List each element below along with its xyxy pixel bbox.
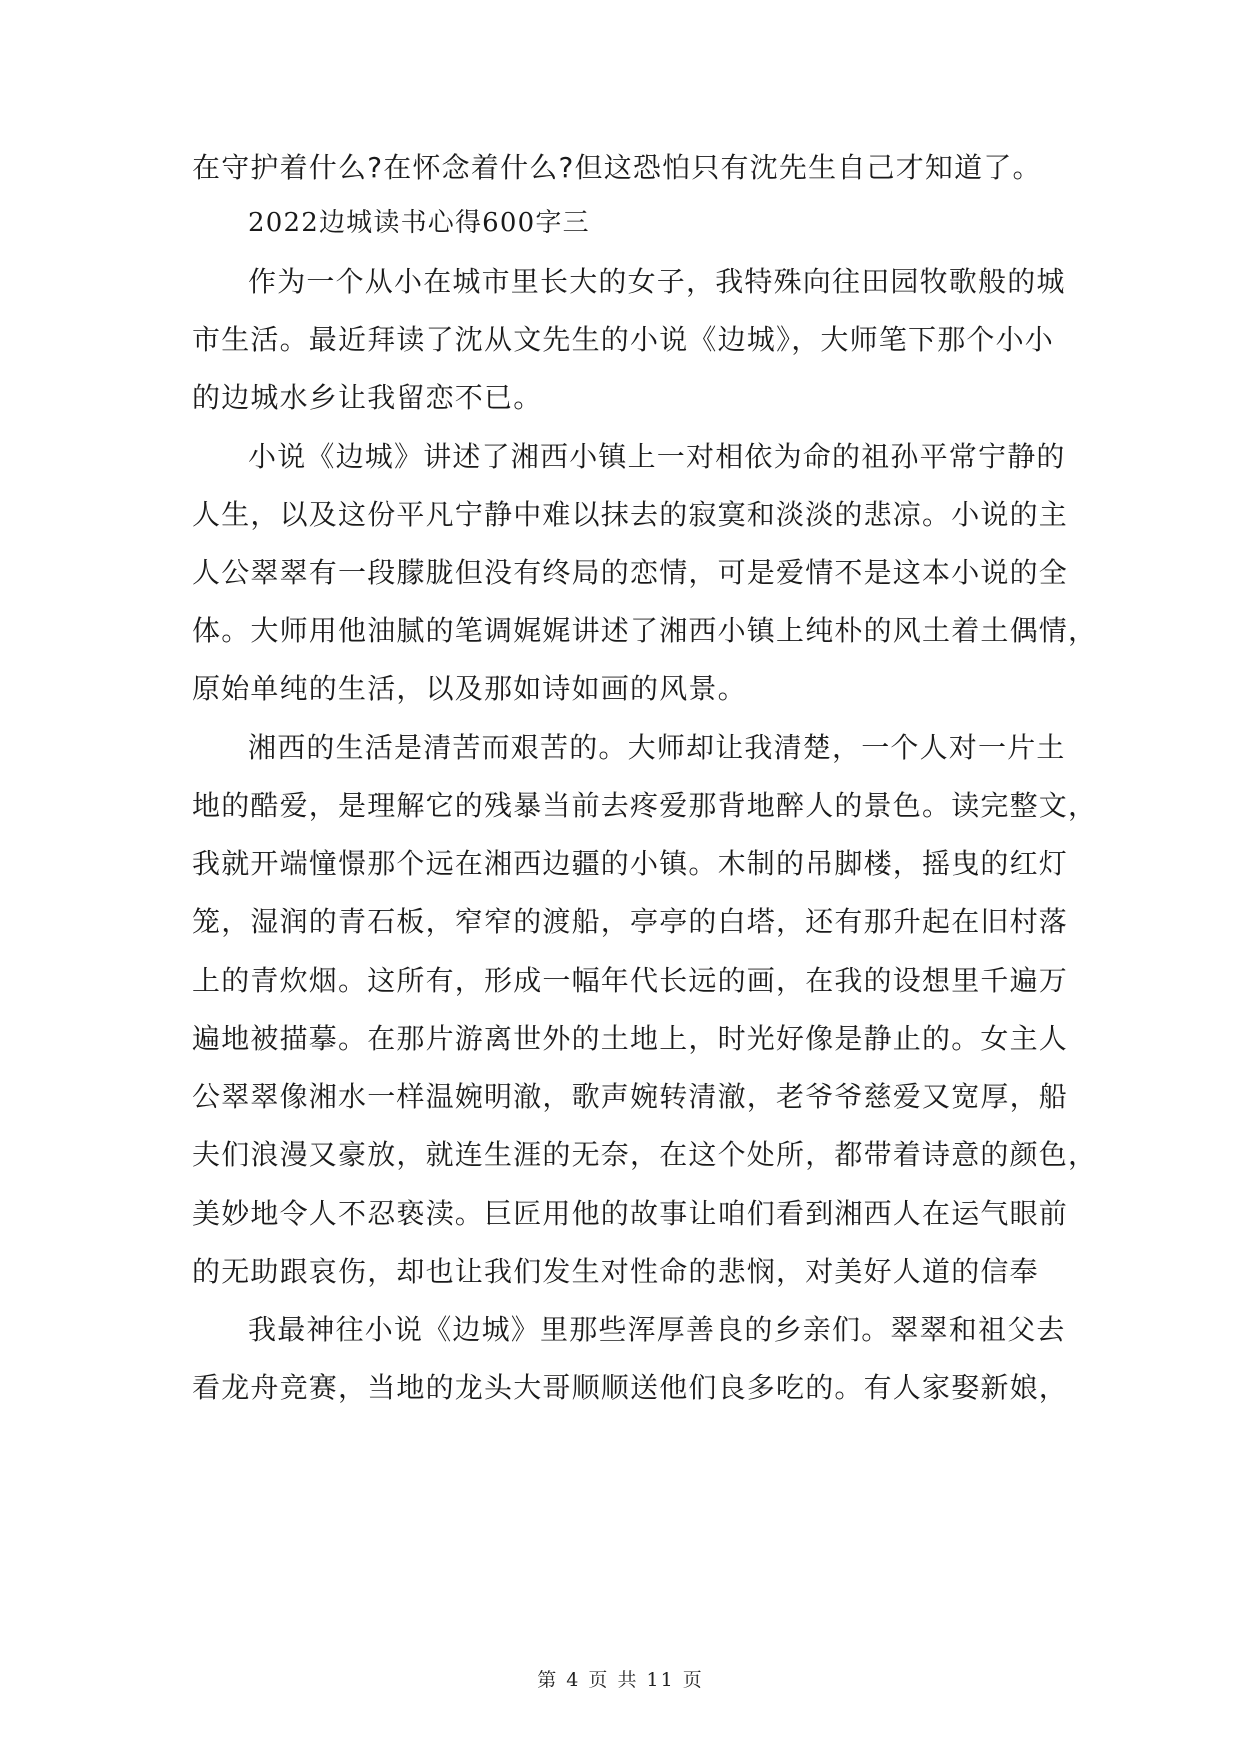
text-line: 上的青炊烟。这所有，形成一幅年代长远的画，在我的设想里千遍万 — [192, 964, 1069, 997]
text-line: 人公翠翠有一段朦胧但没有终局的恋情，可是爱情不是这本小说的全 — [192, 556, 1069, 589]
text-line: 美妙地令人不忍亵渎。巨匠用他的故事让咱们看到湘西人在运气眼前 — [192, 1197, 1069, 1230]
text-line: 我最神往小说《边城》里那些浑厚善良的乡亲们。翠翠和祖父去 — [248, 1313, 1066, 1346]
text-line: 市生活。最近拜读了沈从文先生的小说《边城》，大师笔下那个小小 — [192, 323, 1055, 356]
text-line: 公翠翠像湘水一样温婉明澈，歌声婉转清澈，老爷爷慈爱又宽厚，船 — [192, 1080, 1069, 1113]
text-line: 的边城水乡让我留恋不已。 — [192, 381, 543, 414]
text-line: 的无助跟哀伤，却也让我们发生对性命的悲悯，对美好人道的信奉 — [192, 1255, 1039, 1288]
text-line: 体。大师用他油腻的笔调娓娓讲述了湘西小镇上纯朴的风土着土偶情， — [192, 614, 1098, 647]
page-number-footer: 第 4 页 共 11 页 — [537, 1669, 704, 1691]
text-line: 笼，湿润的青石板，窄窄的渡船，亭亭的白塔，还有那升起在旧村落 — [192, 905, 1069, 938]
text-line: 原始单纯的生活，以及那如诗如画的风景。 — [192, 672, 747, 705]
text-line: 湘西的生活是清苦而艰苦的。大师却让我清楚，一个人对一片土 — [248, 731, 1066, 764]
text-line: 遍地被描摹。在那片游离世外的土地上，时光好像是静止的。女主人 — [192, 1022, 1069, 1055]
text-line: 我就开端憧憬那个远在湘西边疆的小镇。木制的吊脚楼，摇曳的红灯 — [192, 847, 1069, 880]
text-line: 地的酷爱，是理解它的残暴当前去疼爱那背地醉人的景色。读完整文， — [192, 789, 1098, 822]
section-heading: 2022边城读书心得600字三 — [248, 208, 590, 238]
text-line: 小说《边城》讲述了湘西小镇上一对相依为命的祖孙平常宁静的 — [248, 440, 1066, 473]
text-line: 作为一个从小在城市里长大的女子，我特殊向往田园牧歌般的城 — [248, 265, 1066, 298]
text-line: 在守护着什么?在怀念着什么?但这恐怕只有沈先生自己才知道了。 — [192, 151, 1042, 184]
text-line: 夫们浪漫又豪放，就连生涯的无奈，在这个处所，都带着诗意的颜色， — [192, 1138, 1098, 1171]
text-line: 人生，以及这份平凡宁静中难以抹去的寂寞和淡淡的悲凉。小说的主 — [192, 498, 1069, 531]
text-line: 看龙舟竞赛，当地的龙头大哥顺顺送他们良多吃的。有人家娶新娘， — [192, 1371, 1069, 1404]
